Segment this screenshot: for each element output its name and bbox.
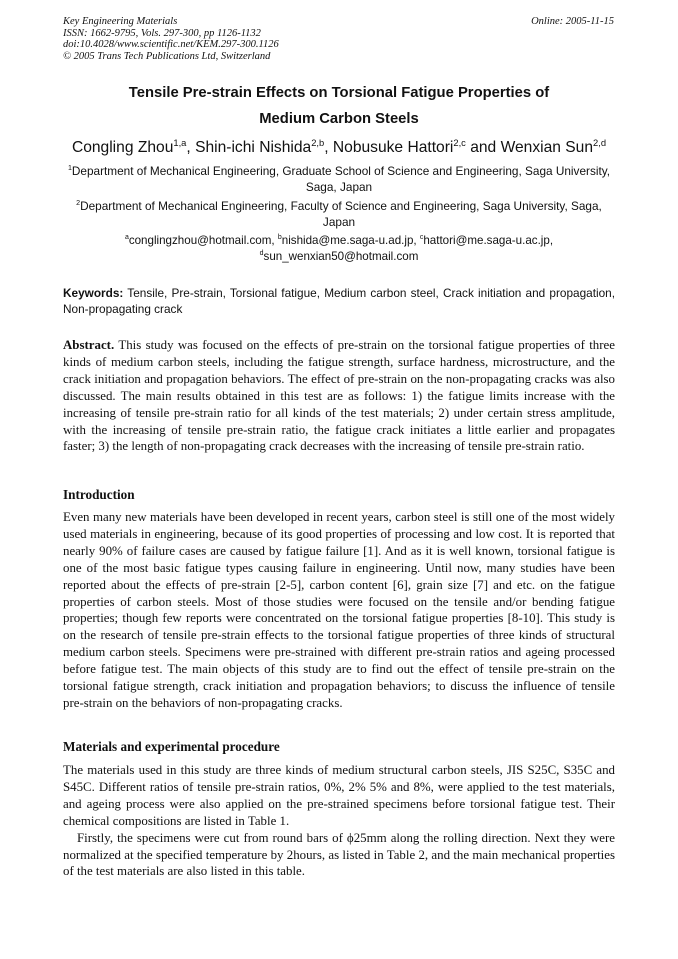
author-1: Congling Zhou$^{1,a}$,	[71, 137, 196, 156]
doi-line[interactable]: doi:10.4028/www.scientific.net/KEM.297-300.1126	[63, 39, 279, 50]
materials-paragraph-1: The materials used in this study are three kinds of medium structural carbon steels, JIS S25C, S35C and S45C. Different ratios of tensile pre-strain ratios, 0%, 2% 5% and 8%, were applied to the test materials, and ageing process were also applied on the pre-strained specimens before torsional fatigue test. Their chemical compositions are listed in Table 1.	[63, 763, 615, 828]
email-b[interactable]: $^b$nishida@me.saga-u.ad.jp	[277, 234, 414, 247]
introduction-text: Even many new materials have been developed in recent years, carbon steel is still one of the most widely used materials in engineering, because of its good properties of processing and low cost. It is reported that nearly 90% of failure cases are caused by fatigue failure [1]. And as it is well known, torsional fatigue is one of the most basic fatigue types causing failure in engineering. Until now, many studies have been reported about the effects of pre-strain [2-5], carbon content [6], grain size [7] and etc. on the fatigue properties of carbon steels. Most of those studies were focused on the tensile and/or bending fatigue properties; though few reports were concentrated on the torsional fatigue properties [8-10]. This study is on the research of tensile pre-strain effects to the torsional fatigue properties of three kinds of structural medium carbon steels. Specimens were pre-strained with different pre-strain ratios and ageing processed before fatigue test. The main objects of this study are to find out the effect of tensile pre-strain on the torsional fatigue strength, crack initiation and propagation behaviors; to discuss the influence of tensile pre-strain on the behaviors of non-propagating cracks.	[63, 510, 615, 710]
author-list	[63, 137, 615, 159]
journal-header	[63, 16, 279, 62]
introduction-heading: Introduction	[63, 487, 135, 502]
copyright-line: © 2005 Trans Tech Publications Ltd, Switzerland	[63, 50, 271, 62]
keywords-label: Keywords:	[63, 286, 124, 300]
affiliation-2: $^2$Department of Mechanical Engineering, Faculty of Science and Engineering, Saga University, Saga, Japan	[76, 199, 602, 229]
materials-paragraph-2: Firstly, the specimens were cut from round bars of ϕ25mm along the rolling direction. Next they were normalized at the specified temperature by 2hours, as listed in Table 2, and the main mechanical properties of the test materials are also listed in this table.	[63, 830, 615, 879]
author-2: Shin-ichi Nishida$^{2,b}$,	[195, 137, 333, 156]
abstract-label: Abstract.	[63, 338, 115, 352]
author-4: Wenxian Sun$^{2,d}$	[500, 137, 607, 156]
keywords-block	[63, 285, 615, 317]
email-d[interactable]: $^d$sun_wenxian50@hotmail.com	[259, 250, 419, 263]
journal-name: Key Engineering Materials	[63, 16, 178, 27]
issn-line: ISSN: 1662-9795, Vols. 297-300, pp 1126-1132	[63, 27, 261, 39]
email-c[interactable]: $^c$hattori@me.saga-u.ac.jp	[419, 234, 550, 247]
keywords-text: Tensile, Pre-strain, Torsional fatigue, Medium carbon steel, Crack initiation and propagation, Non-propagating crack	[63, 286, 615, 316]
email-list: $^a$conglingzhou@hotmail.com, $^b$nishida@me.saga-u.ad.jp, $^c$hattori@me.saga-u.ac.jp, $^d$sun_wenxian50@hotmail.com	[124, 234, 554, 263]
title-line-2: Medium Carbon Steels	[259, 111, 419, 127]
materials-heading: Materials and experimental procedure	[63, 739, 280, 754]
title-line-1: Tensile Pre-strain Effects on Torsional Fatigue Properties of	[128, 85, 550, 101]
affiliation-1: $^1$Department of Mechanical Engineering, Graduate School of Science and Engineering, Saga University, Saga, Japan	[67, 164, 611, 194]
email-a[interactable]: $^a$conglingzhou@hotmail.com	[124, 234, 272, 247]
online-date: Online: 2005-11-15	[531, 16, 614, 27]
materials-section	[63, 762, 615, 880]
paper-title	[63, 80, 615, 132]
abstract-block	[63, 337, 615, 455]
author-3: Nobusuke Hattori$^{2,c}$ and	[332, 137, 501, 156]
abstract-text: This study was focused on the effects of pre-strain on the torsional fatigue properties of three kinds of medium carbon steels, including the fatigue strength, surface hardness, microstructure, and the crack initiation and propagation behaviors. The effect of pre-strain on the non-propagating cracks was also discussed. The main results obtained in this test are as follows: 1) the fatigue limits increase with the increasing of tensile pre-strain ratio for all kinds of the test materials; 2) under certain stress amplitude, with the increasing of tensile pre-strain ratio, the fatigue crack initiates a little earlier and propagates faster; 3) the length of non-propagating crack decreases with the increasing of tensile pre-strain ratio.	[63, 338, 615, 454]
